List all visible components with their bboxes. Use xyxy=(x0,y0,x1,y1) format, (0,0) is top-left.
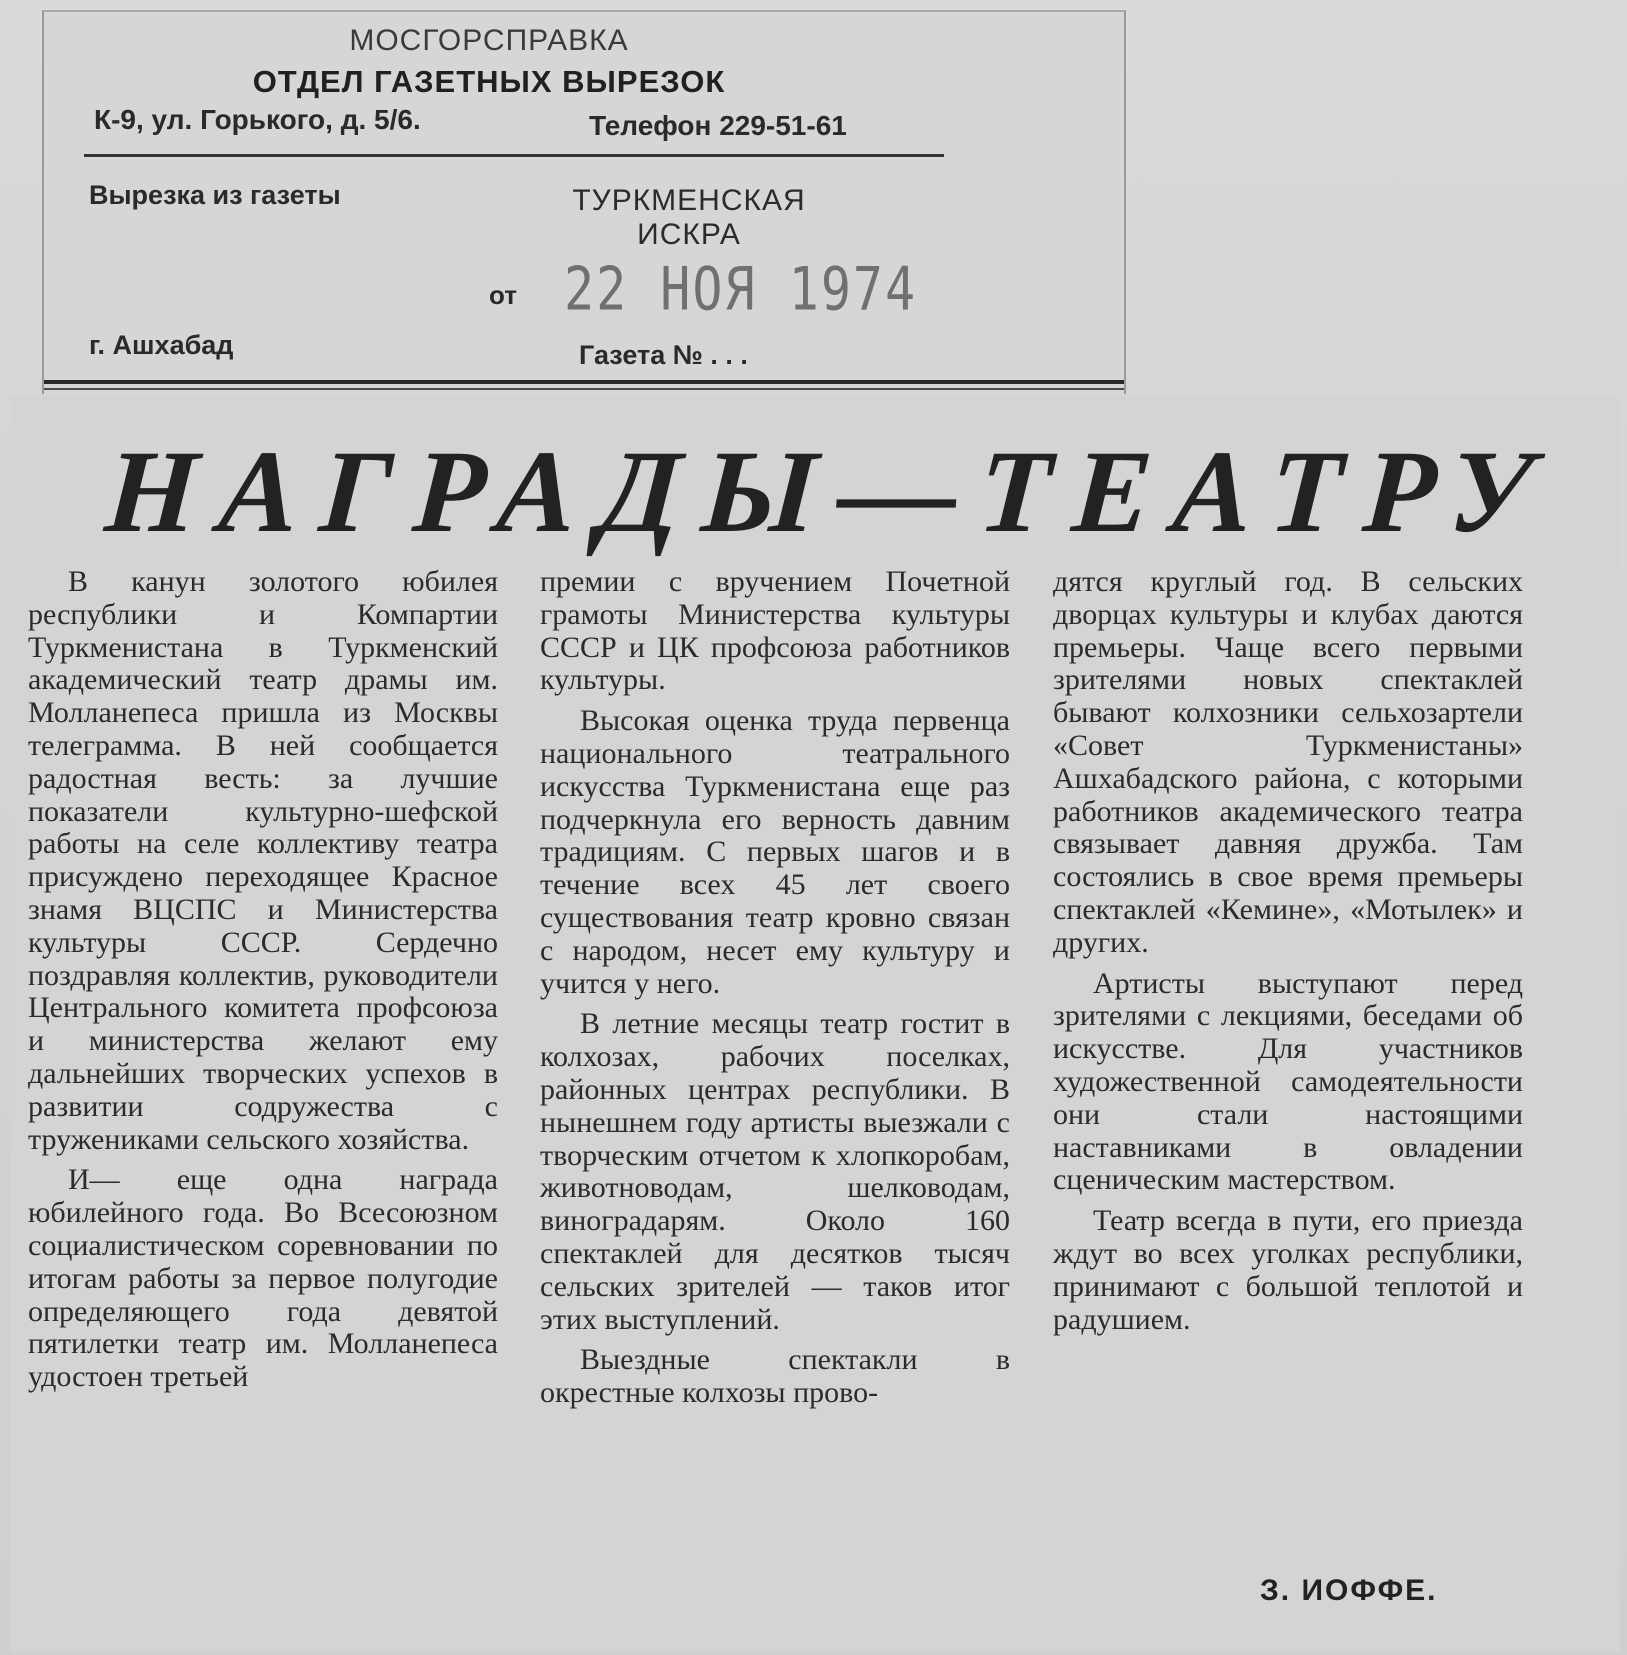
header-divider xyxy=(84,154,944,157)
article-clipping xyxy=(10,396,1620,1652)
article-headline: НАГРАДЫ—ТЕАТРУ xyxy=(101,426,1559,557)
author-signature: З. ИОФФЕ. xyxy=(1260,1574,1438,1607)
paragraph: В летние месяцы театр гостит в колхозах, рабочих поселках, районных центрах республики. В нынешнем году артисты выезжали с творческим отчетом к хлопкоробам, животноводам, шелководам, виноградарям. Около 160 спектаклей для десятков тысяч сельских зрителей — таков итог этих выступлений. xyxy=(540,1007,1010,1336)
paragraph: И— еще одна награда юбилейного года. Во Всесоюзном социалистическом соревновании по итогам работы за первое полугодие определяющего года девятой пятилетки театр им. Молланепеса удостоен третьей xyxy=(28,1163,498,1394)
org-name: МОСГОРСПРАВКА xyxy=(349,24,629,57)
paragraph: дятся круглый год. В сельских дворцах культуры и клубах даются премьеры. Чаще всего первыми зрителями новых спектаклей бывают колхозники сельхозартели «Совет Туркменистаны» Ашхабадского района, с которыми работников академического театра связывает давняя дружба. Там состоялись в свое время премьеры спектаклей «Кемине», «Мотылек» и других. xyxy=(1053,565,1523,959)
article-column-3 xyxy=(1053,566,1523,1344)
paragraph: Выездные спектакли в окрестные колхозы прово- xyxy=(540,1343,1010,1410)
paragraph: премии с вручением Почетной грамоты Министерства культуры СССР и ЦК профсоюза работников культуры. xyxy=(540,565,1010,697)
date-label: от xyxy=(489,280,517,310)
address: К-9, ул. Горького, д. 5/6. xyxy=(94,104,421,135)
paragraph: Высокая оценка труда первенца национального театрального искусства Туркменистана еще раз подчеркнула его верность давним традициям. С первых шагов и в течение всех 45 лет своего существования театр кровно связан с народом, несет ему культуру и учится у него. xyxy=(540,704,1010,1000)
gazeta-number: Газета № . . . xyxy=(579,340,748,370)
clip-from-label: Вырезка из газеты xyxy=(89,180,341,210)
newspaper-name-line1: ТУРКМЕНСКАЯ xyxy=(572,184,806,217)
date-stamp xyxy=(524,254,917,324)
article-column-2 xyxy=(540,566,1010,1418)
paragraph: В канун золотого юбилея республики и Компартии Туркменистана в Туркменский академический театр драмы им. Молланепеса пришла из Москвы телеграмма. В ней сообщается радостная весть: за лучшие показатели культурно-шефской работы на селе коллективу театра присуждено переходящее Красное знамя ВЦСПС и Министерства культуры СССР. Сердечно поздравляя коллектив, руководители Центрального комитета профсоюза и министерства желают ему дальнейших творческих успехов в развитии содружества с тружениками сельского хозяйства. xyxy=(28,565,498,1156)
paragraph: Артисты выступают перед зрителями с лекциями, беседами об искусстве. Для участников художественной самодеятельности они стали настоящими наставниками в овладении сценическим мастерством. xyxy=(1053,966,1523,1197)
date-value: 22 НОЯ 1974 xyxy=(564,254,918,324)
department-name: ОТДЕЛ ГАЗЕТНЫХ ВЫРЕЗОК xyxy=(252,64,726,99)
phone-number: Телефон 229-51-61 xyxy=(589,110,847,141)
paragraph: Театр всегда в пути, его приезда ждут во всех уголках республики, принимают с большой теплотой и радушием. xyxy=(1053,1204,1523,1336)
clipping-stamp-header xyxy=(42,10,1126,394)
stamp-bottom-rule-thin xyxy=(44,388,1124,390)
article-column-1 xyxy=(28,566,498,1402)
city-label: г. Ашхабад xyxy=(89,330,234,360)
newspaper-name-line2: ИСКРА xyxy=(637,218,741,251)
newspaper-name xyxy=(524,184,854,252)
stamp-bottom-rule xyxy=(44,380,1124,384)
